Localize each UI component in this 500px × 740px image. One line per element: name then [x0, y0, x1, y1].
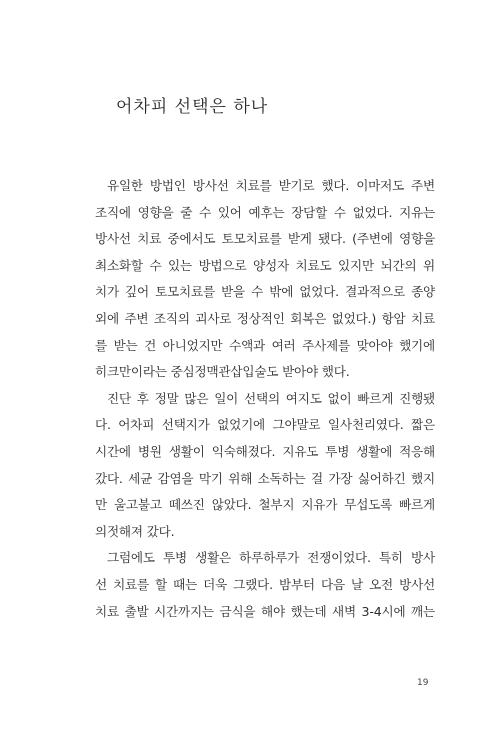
text-line: 치료 출발 시간까지는 금식을 해야 했는데 새벽 3-4시에 깨는	[95, 603, 435, 619]
text-line: 히크만이라는 중심정맥관삽입술도 받아야 했다.	[95, 364, 350, 380]
text-line: 의젓해져 갔다.	[95, 523, 175, 539]
chapter-title: 어차피 선택은 하나	[116, 97, 269, 117]
text-line: 다. 어차피 선택지가 없었기에 그야말로 일사천리였다. 짧은	[95, 417, 435, 433]
text-line: 시간에 병원 생활이 익숙해졌다. 지유도 투병 생활에 적응해	[95, 443, 435, 459]
text-line: 만 울고불고 떼쓰진 않았다. 철부지 지유가 무섭도록 빠르게	[95, 497, 435, 513]
text-line: 최소화할 수 있는 방법으로 양성자 치료도 있지만 뇌간의 위	[95, 257, 435, 273]
text-line: 를 받는 건 아니었지만 수액과 여러 주사제를 맞아야 했기에	[95, 337, 435, 353]
text-line: 진단 후 정말 많은 일이 선택의 여지도 없이 빠르게 진행됐	[107, 390, 435, 406]
page-number: 19	[417, 678, 429, 688]
text-line: 유일한 방법인 방사선 치료를 받기로 했다. 이마저도 주변	[107, 178, 435, 193]
text-line: 그럼에도 투병 생활은 하루하루가 전쟁이었다. 특히 방사	[107, 550, 435, 566]
text-line: 갔다. 세균 감염을 막기 위해 소독하는 걸 가장 싫어하긴 했지	[95, 470, 435, 486]
body-text	[95, 173, 435, 625]
text-line: 치가 깊어 토모치료를 받을 수 밖에 없었다. 결과적으로 종양	[95, 284, 435, 300]
text-line: 방사선 치료 중에서도 토모치료를 받게 됐다. (주변에 영향을	[95, 231, 435, 247]
text-line: 선 치료를 할 때는 더욱 그랬다. 밤부터 다음 날 오전 방사선	[95, 576, 435, 592]
text-line: 조직에 영향을 줄 수 있어 예후는 장담할 수 없었다. 지유는	[95, 204, 435, 220]
text-line: 외에 주변 조직의 괴사로 정상적인 회복은 없었다.) 항암 치료	[95, 310, 435, 326]
